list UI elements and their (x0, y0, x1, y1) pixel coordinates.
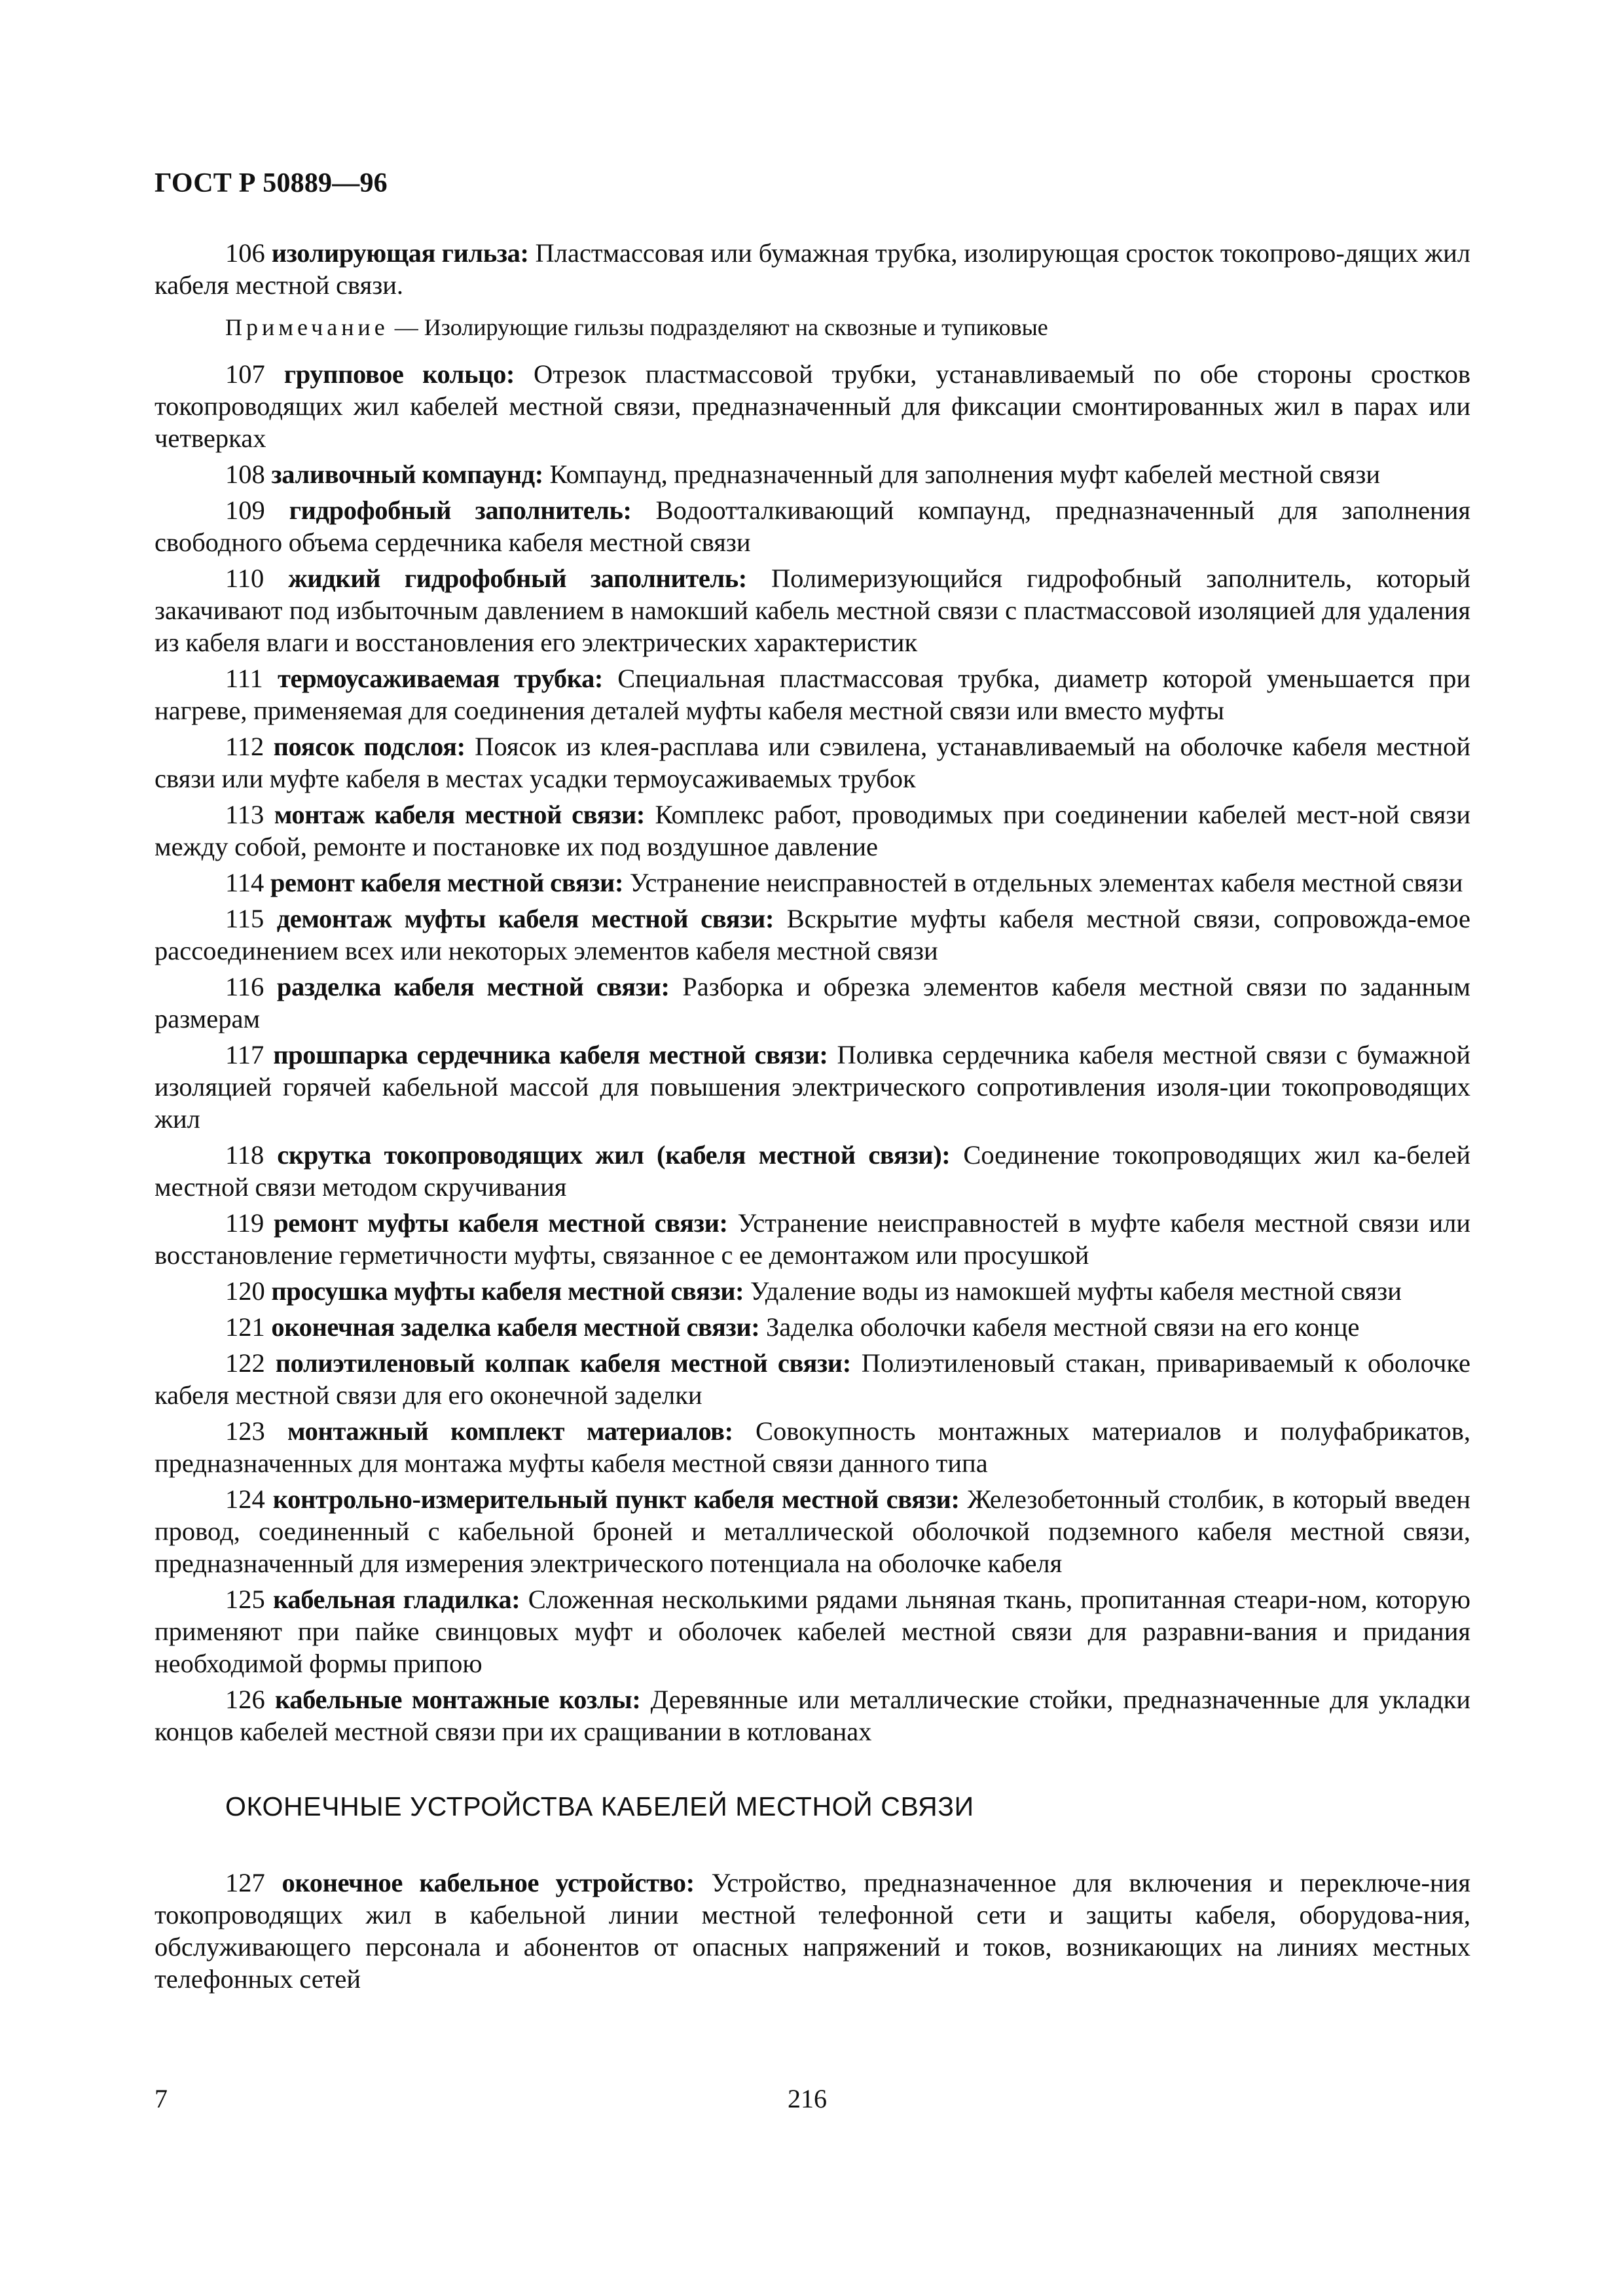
note-text: — Изолирующие гильзы подразделяют на сквозные и тупиковые (394, 314, 1048, 340)
term-entry (155, 237, 1470, 301)
entry-definition: Устранение неисправностей в муфте кабеля местной связи или восстановление герметичности муфты, связанное с ее демонтажом или просушкой (155, 1208, 1471, 1270)
entry-term: просушка муфты кабеля местной связи: (271, 1276, 744, 1306)
entry-definition: Отрезок пластмассовой трубки, устанавливаемый по обе стороны сростков токопроводящих жил кабелей местной связи, предназначенный для фиксации смонтированных жил в парах или четверках (155, 359, 1470, 453)
entry-number: 127 (225, 1868, 265, 1897)
entry-term: демонтаж муфты кабеля местной связи: (276, 904, 775, 933)
note-label: Примечание (225, 314, 389, 340)
entry-term: кабельные монтажные козлы: (274, 1685, 641, 1714)
entry-definition: Удаление воды из намокшей муфты кабеля местной связи (750, 1276, 1402, 1306)
entry-number: 107 (225, 359, 265, 389)
entry-definition: Пластмассовая или бумажная трубка, изолирующая сросток токопрово-дящих жил кабеля местной связи. (155, 238, 1471, 300)
entry-definition: Совокупность монтажных материалов и полуфабрикатов, предназначенных для монтажа муфты кабеля местной связи данного типа (155, 1416, 1470, 1478)
term-entry (155, 903, 1470, 967)
entry-term: изолирующая гильза: (271, 238, 529, 268)
entry-term: разделка кабеля местной связи: (276, 972, 670, 1001)
section-heading: ОКОНЕЧНЫЕ УСТРОЙСТВА КАБЕЛЕЙ МЕСТНОЙ СВЯЗИ (225, 1791, 974, 1821)
term-entry (155, 1275, 1470, 1307)
document-body (155, 237, 1470, 1999)
term-entry (155, 662, 1470, 726)
entry-number: 118 (225, 1140, 264, 1170)
entry-definition: Вскрытие муфты кабеля местной связи, сопровожда-емое рассоединением всех или некоторых элементов кабеля местной связи (155, 904, 1471, 965)
entry-term: оконечное кабельное устройство: (282, 1868, 695, 1897)
entry-number: 122 (225, 1348, 265, 1378)
entry-term: термоусаживаемая трубка: (278, 664, 604, 693)
term-entry (155, 1039, 1470, 1135)
entry-term: ремонт муфты кабеля местной связи: (274, 1208, 728, 1238)
term-entry (155, 1347, 1470, 1411)
entry-number: 123 (225, 1416, 265, 1446)
entry-definition: Разборка и обрезка элементов кабеля местной связи по заданным размерам (155, 972, 1470, 1033)
entry-term: кабельная гладилка: (273, 1585, 520, 1614)
entry-definition: Деревянные или металлические стойки, предназначенные для укладки концов кабелей местной связи при их сращивании в котлованах (155, 1685, 1471, 1746)
entry-definition: Поясок из клея-расплава или сэвилена, устанавливаемый на оболочке кабеля местной связи или муфте кабеля в местах усадки термоусаживаемых трубок (155, 732, 1471, 793)
entry-number: 112 (225, 732, 264, 761)
entry-definition: Устройство, предназначенное для включения и переключе-ния токопроводящих жил в кабельной линии местной телефонной сети и защиты кабеля, оборудова-ния, обслуживающего персонала и абонентов от опасных напряжений и токов, возникающих на линиях местных телефонных сетей (155, 1868, 1470, 1994)
term-entry (155, 458, 1470, 490)
page-number: 216 (788, 2084, 827, 2113)
entry-number: 119 (225, 1208, 264, 1238)
entry-number: 116 (225, 972, 264, 1001)
entry-term: скрутка токопроводящих жил (кабеля местной связи): (277, 1140, 951, 1170)
entry-number: 106 (225, 238, 265, 268)
entry-term: ремонт кабеля местной связи: (270, 868, 624, 897)
entry-term: монтажный комплект материалов: (287, 1416, 733, 1446)
entry-definition: Железобетонный столбик, в который введен провод, соединенный с кабельной броней и металлической оболочкой подземного кабеля местной связи, предназначенный для измерения электрического потенциала на оболочке кабеля (155, 1484, 1470, 1578)
entry-number: 110 (225, 564, 264, 593)
entry-definition: Заделка оболочки кабеля местной связи на его конце (766, 1312, 1360, 1342)
entry-definition: Полимеризующийся гидрофобный заполнитель, который закачивают под избыточным давлением в намокший кабель местной связи с пластмассовой изоляцией для удаления из кабеля влаги и восстановления его электрических характеристик (155, 564, 1471, 657)
term-entry (155, 867, 1470, 899)
entry-number: 121 (225, 1312, 265, 1342)
entry-number: 117 (225, 1040, 264, 1069)
entry-definition: Водоотталкивающий компаунд, предназначенный для заполнения свободного объема сердечника кабеля местной связи (155, 495, 1471, 557)
entry-definition: Соединение токопроводящих жил ка-белей местной связи методом скручивания (155, 1140, 1471, 1202)
entry-term: гидрофобный заполнитель: (289, 495, 632, 525)
term-entry (155, 562, 1470, 658)
term-entry (155, 1139, 1470, 1203)
term-entry (155, 1207, 1470, 1271)
entry-number: 115 (225, 904, 264, 933)
entry-definition: Специальная пластмассовая трубка, диаметр которой уменьшается при нагреве, применяемая для соединения деталей муфты кабеля местной связи или вместо муфты (155, 664, 1471, 725)
entry-number: 108 (225, 459, 265, 489)
note (155, 312, 1470, 344)
entry-number: 109 (225, 495, 265, 525)
entry-definition: Устранение неисправностей в отдельных элементах кабеля местной связи (629, 868, 1463, 897)
entry-definition: Полиэтиленовый стакан, привариваемый к оболочке кабеля местной связи для его оконечной заделки (155, 1348, 1470, 1410)
term-entry (155, 1867, 1470, 1995)
entry-term: поясок подслоя: (273, 732, 465, 761)
entry-number: 120 (225, 1276, 265, 1306)
term-entry (155, 1311, 1470, 1343)
entry-number: 113 (225, 800, 264, 829)
entry-definition: Комплекс работ, проводимых при соединении кабелей мест-ной связи между собой, ремонте и постановке их под воздушное давление (155, 800, 1471, 861)
term-entry (155, 1583, 1470, 1679)
document-header: ГОСТ Р 50889—96 (155, 168, 388, 198)
entry-number: 111 (225, 664, 263, 693)
entry-term: оконечная заделка кабеля местной связи: (271, 1312, 760, 1342)
entry-term: контрольно-измерительный пункт кабеля местной связи: (272, 1484, 960, 1514)
term-entry (155, 798, 1470, 863)
entry-number: 126 (225, 1685, 265, 1714)
term-entry (155, 1415, 1470, 1479)
term-entry (155, 1683, 1470, 1748)
term-entry (155, 1483, 1470, 1579)
term-entry (155, 971, 1470, 1035)
entry-number: 125 (225, 1585, 265, 1614)
entry-term: полиэтиленовый колпак кабеля местной связи: (275, 1348, 851, 1378)
entry-term: групповое кольцо: (283, 359, 515, 389)
term-list (155, 1867, 1470, 1995)
entry-definition: Поливка сердечника кабеля местной связи с бумажной изоляцией горячей кабельной массой для повышения электрического сопротивления изоля-ции токопроводящих жил (155, 1040, 1471, 1134)
entry-term: прошпарка сердечника кабеля местной связи: (273, 1040, 828, 1069)
term-entry (155, 730, 1470, 795)
entry-definition: Компаунд, предназначенный для заполнения муфт кабелей местной связи (549, 459, 1381, 489)
entry-term: заливочный компаунд: (271, 459, 543, 489)
entry-number: 114 (225, 868, 264, 897)
entry-term: монтаж кабеля местной связи: (274, 800, 646, 829)
term-entry (155, 494, 1470, 558)
footer-sheet-number: 7 (155, 2084, 168, 2113)
entry-number: 124 (225, 1484, 265, 1514)
term-list (155, 358, 1470, 1748)
entry-term: жидкий гидрофобный заполнитель: (288, 564, 747, 593)
entry-definition: Сложенная несколькими рядами льняная ткань, пропитанная стеари-ном, которую применяют при пайке свинцовых муфт и оболочек кабелей местной связи для разравни-вания и придания необходимой формы припою (155, 1585, 1471, 1678)
term-entry (155, 358, 1470, 454)
